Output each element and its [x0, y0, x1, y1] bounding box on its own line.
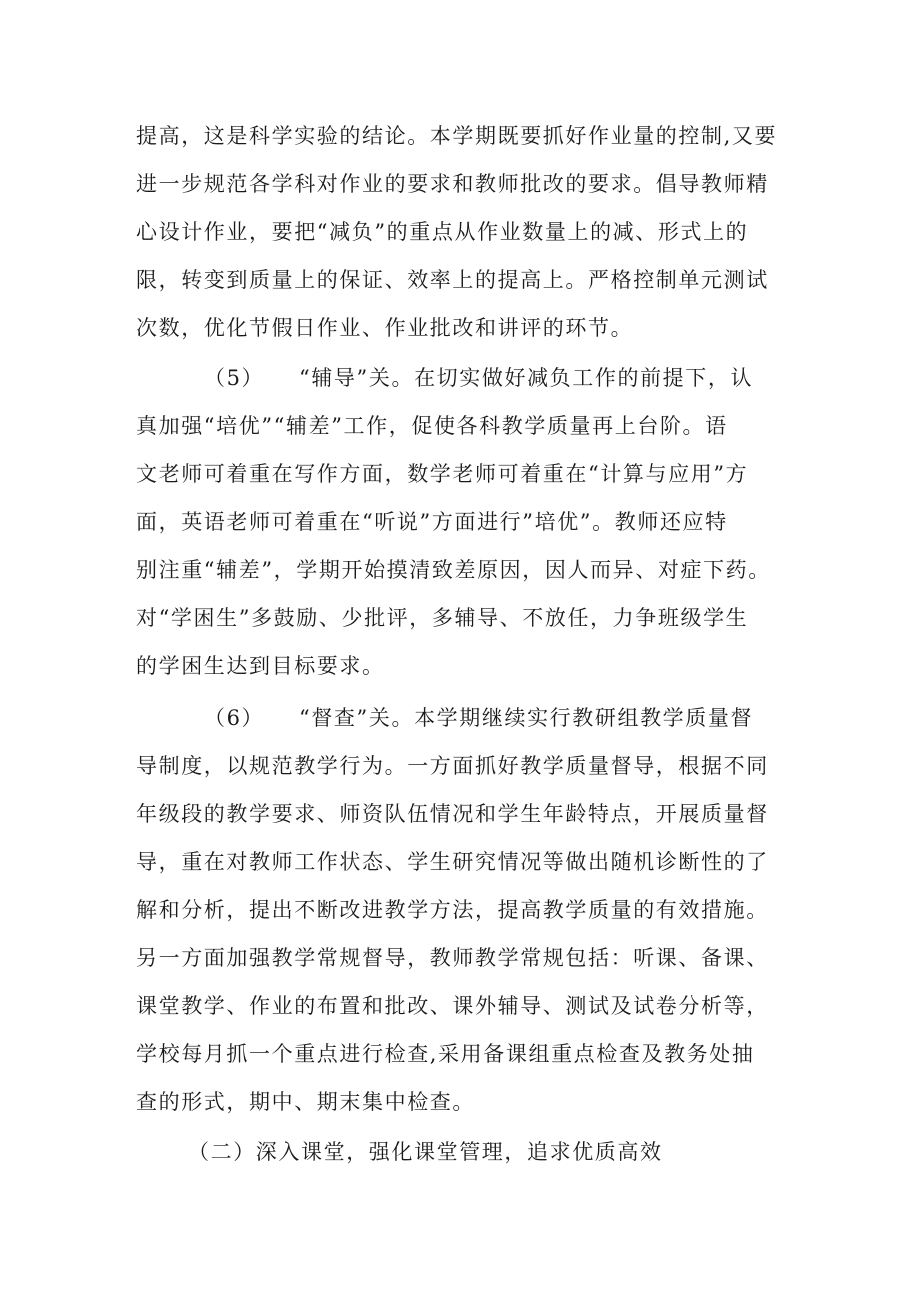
paragraph-2-line-7: 的学困生达到目标要求。 [136, 654, 385, 678]
paragraph-3-number: （6） [204, 706, 265, 730]
paragraph-2-line-2: 真加强“培优”“辅差”工作，促使各科教学质量再上台阶。语 [136, 414, 728, 438]
paragraph-1-line-1: 提高，这是科学实验的结论。本学期既要抓好作业量的控制,又要 [136, 124, 778, 148]
paragraph-3-line-9: 查的形式，期中、期末集中检查。 [136, 1090, 475, 1114]
paragraph-3-line-8: 学校每月抓一个重点进行检查,采用备课组重点检查及教务处抽 [136, 1042, 755, 1066]
paragraph-2-line-1: “辅导”关。在切实做好减负工作的前提下，认 [299, 366, 754, 390]
paragraph-3-line-5: 解和分析，提出不断改进教学方法，提高教学质量的有效措施。 [136, 898, 769, 922]
paragraph-1-line-3: 心设计作业，要把“减负”的重点从作业数量上的减、形式上的 [136, 220, 749, 244]
paragraph-1-line-5: 次数，优化节假日作业、作业批改和讲评的环节。 [136, 316, 634, 340]
paragraph-1-line-2: 进一步规范各学科对作业的要求和教师批改的要求。倡导教师精 [136, 172, 769, 196]
paragraph-3-line-4: 导，重在对教师工作状态、学生研究情况等做出随机诊断性的了 [136, 850, 769, 874]
paragraph-2-line-4: 面，英语老师可着重在“听说”方面进行”培优”。教师还应特 [136, 510, 728, 534]
paragraph-3-line-7: 课堂教学、作业的布置和批改、课外辅导、测试及试卷分析等， [136, 994, 769, 1018]
section-heading: （二）深入课堂，强化课堂管理，追求优质高效 [188, 1140, 663, 1164]
paragraph-3-line-2: 导制度，以规范教学行为。一方面抓好教学质量督导，根据不同 [136, 754, 769, 778]
paragraph-2-line-6: 对“学困生”多鼓励、少批评，多辅导、不放任，力争班级学生 [136, 606, 749, 630]
paragraph-2-number: （5） [204, 366, 265, 390]
paragraph-3-line-6: 另一方面加强教学常规督导，教师教学常规包括：听课、备课、 [136, 946, 769, 970]
paragraph-3-line-3: 年级段的教学要求、师资队伍情况和学生年龄特点，开展质量督 [136, 802, 769, 826]
paragraph-3-line-1: “督查”关。本学期继续实行教研组教学质量督 [299, 706, 754, 730]
paragraph-2-line-3: 文老师可着重在写作方面，数学老师可着重在“计算与应用”方 [136, 462, 749, 486]
paragraph-1-line-4: 限，转变到质量上的保证、效率上的提高上。严格控制单元测试 [136, 268, 769, 292]
paragraph-2-line-5: 别注重“辅差”，学期开始摸清致差原因，因人而异、对症下药。 [136, 558, 771, 582]
